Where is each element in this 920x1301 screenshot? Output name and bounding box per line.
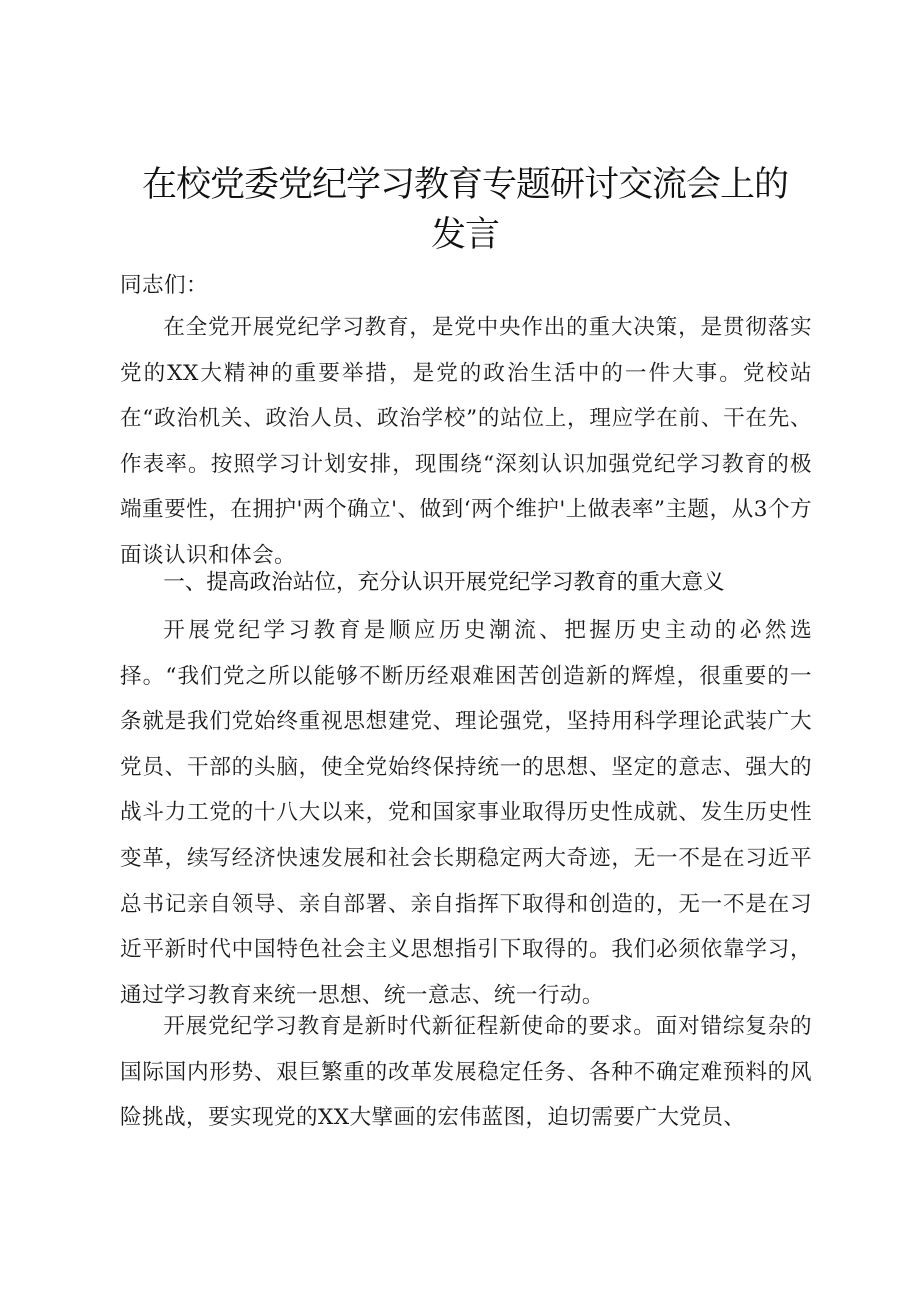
paragraph-history: 开展党纪学习教育是顺应历史潮流、把握历史主动的必然选择。“我们党之所以能够不断历经艰难困苦创造新的辉煌，很重要的一条就是我们党始终重视思想建党、理论强党，坚持用科学理论武装广大党员、干部的头脑，使全党始终保持统一的思想、坚定的意志、强大的战斗力工党的十八大以来，党和国家事业取得历史性成就、发生历史性变革，续写经济快速发展和社会长期稳定两大奇迹，无一不是在习近平总书记亲自领导、亲自部署、亲自指挥下取得和创造的，无一不是在习近平新时代中国特色社会主义思想指引下取得的。我们必须依靠学习，通过学习教育来统一思想、统一意志、统一行动。 [120, 618, 812, 1008]
salutation: 同志们： [120, 273, 208, 298]
paragraph-intro: 在全党开展党纪学习教育，是党中央作出的重大决策，是贯彻落实党的XX大精神的重要举措，是党的政治生活中的一件大事。党校站在“政治机关、政治人员、政治学校”的站位上，理应学在前、干在先、作表率。按照学习计划安排，现围绕“深刻认识加强党纪学习教育的极端重要性，在拥护'两个确立'、做到‘两个维护'上做表率”主题，从3个方面谈认识和体会。 [120, 315, 812, 568]
document-title: 在校党委党纪学习教育专题研讨交流会上的发言 [141, 165, 788, 255]
section-heading: 一、提高政治站位，充分认识开展党纪学习教育的重大意义 [163, 570, 725, 595]
paragraph-mission: 开展党纪学习教育是新时代新征程新使命的要求。面对错综复杂的国际国内形势、艰巨繁重的改革发展稳定任务、各种不确定难预料的风险挑战，要实现党的XX大擘画的宏伟蓝图，迫切需要广大党员、 [120, 1014, 812, 1131]
